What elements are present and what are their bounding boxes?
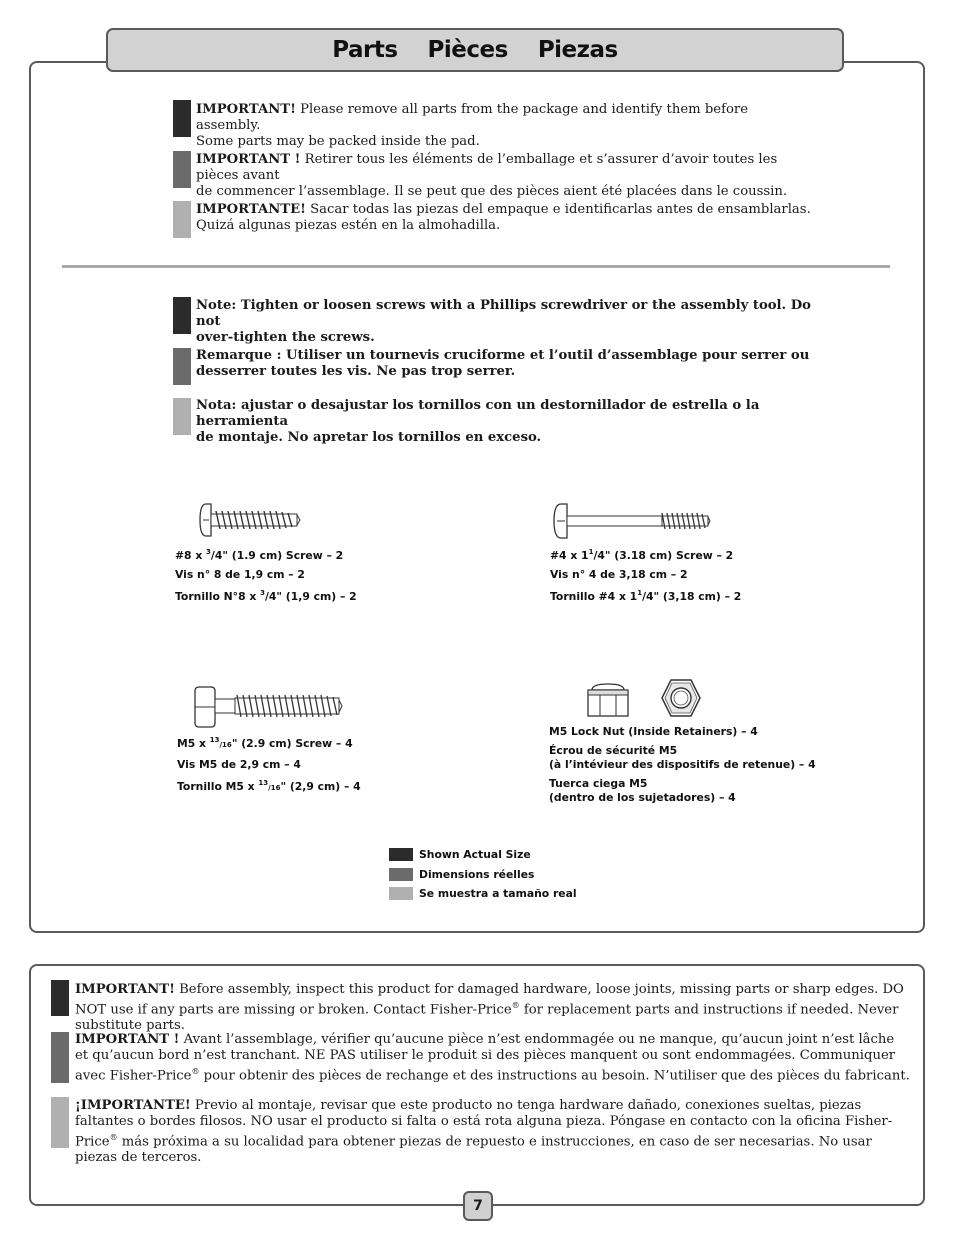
french-color-bar [173, 151, 191, 188]
warning-fr: IMPORTANT ! Avant l’assemblage, vérifier qu’aucune pièce n’est endommagée ou ne manque, qu’aucun joint n’est lâche et qu’aucun bord n’est tranchant. NE PAS utiliser le produit si des pièces manquent ou sont endommagées. Communiquer avec Fisher-Price® pour obtenir des pièces de rechange et des instructions au besoin. N’utiliser que des pièces du fabricant. [75, 1032, 910, 1084]
important-note-es: IMPORTANTE! Sacar todas las piezas del empaque e identificarlas antes de ensamblarlas. Quizá algunas piezas estén en la almohadilla. [196, 202, 811, 233]
legend-item-tamano: Se muestra a tamaño real [389, 886, 577, 900]
screw-8-labels: #8 x $^3$/4" (1.9 cm) Screw – 2 Vis n° 8 de 1,9 cm – 2 Tornillo N°8 x $^3$/4" (1,9 cm) – 2 [175, 548, 357, 603]
french-color-bar [51, 1032, 69, 1083]
title-en: Parts [332, 37, 398, 63]
legend-swatch-mid [389, 868, 413, 881]
lock-nut-side-icon [586, 682, 630, 718]
section-title-bar [106, 28, 844, 72]
english-color-bar [51, 980, 69, 1016]
lock-nut-labels: M5 Lock Nut (Inside Retainers) – 4 Écrou de sécurité M5 (à l’intévieur des dispositifs de retenue) – 4 Tuerca ciega M5 (dentro de los sujetadores) – 4 [549, 725, 816, 804]
lock-nut-top-icon [660, 678, 702, 718]
screw-note-es: Nota: ajustar o desajustar los tornillos con un destornillador de estrella o la herramienta de montaje. No apretar los tornillos en exceso. [196, 398, 760, 445]
screw-8-illustration-icon [198, 500, 302, 540]
title-es: Piezas [537, 37, 618, 63]
important-note-fr: IMPORTANT ! Retirer tous les éléments de l’emballage et s’assurer d’avoir toutes les pièces avant de commencer l’assemblage. Il se peut que des pièces aient été placées dans le coussin. [196, 152, 788, 199]
english-color-bar [173, 100, 191, 137]
screw-note-en: Note: Tighten or loosen screws with a Phillips screwdriver or the assembly tool. Do not over-tighten the screws. [196, 298, 811, 345]
title-fr: Pièces [427, 37, 508, 63]
screw-m5-labels: M5 x $^{13}$/16" (2.9 cm) Screw – 4 Vis M5 de 2,9 cm – 4 Tornillo M5 x $^{13}$/16" (2,9 cm) – 4 [177, 736, 361, 793]
page-number: 7 [463, 1191, 493, 1221]
screw-note-fr: Remarque : Utiliser un tournevis cruciforme et l’outil d’assemblage pour serrer ou desserrer toutes les vis. Ne pas trop serrer. [196, 348, 810, 379]
warning-en: IMPORTANT! Before assembly, inspect this product for damaged hardware, loose joints, missing parts or sharp edges. DO NOT use if any parts are missing or broken. Contact Fisher-Price® for replacement parts and instructions if needed. Never substitute parts. [75, 982, 904, 1034]
legend-swatch-dark [389, 848, 413, 861]
legend-item-actual-size: Shown Actual Size [389, 847, 531, 861]
screw-m5-illustration-icon [193, 685, 345, 729]
section-divider [62, 265, 890, 268]
important-note-en: IMPORTANT! Please remove all parts from the package and identify them before assembly. Some parts may be packed inside the pad. [196, 102, 749, 149]
english-color-bar [173, 297, 191, 334]
legend-item-dimensions: Dimensions réelles [389, 867, 534, 881]
screw-4-labels: #4 x $1^1/4$" (3.18 cm) Screw – 2 Vis n° 4 de 3,18 cm – 2 Tornillo #4 x $1^1/4$" (3,18 cm) – 2 [550, 548, 742, 603]
spanish-color-bar [51, 1097, 69, 1148]
spanish-color-bar [173, 398, 191, 435]
legend-swatch-light [389, 887, 413, 900]
french-color-bar [173, 348, 191, 385]
spanish-color-bar [173, 201, 191, 238]
screw-4-illustration-icon [552, 502, 712, 542]
warning-es: ¡IMPORTANTE! Previo al montaje, revisar que este producto no tenga hardware dañado, conexiones sueltas, piezas faltantes o bordes filosos. NO usar el producto si falta o está rota alguna pieza. Póngase en contacto con la oficina Fisher-Price® más próxima a su localidad para obtener piezas de repuesto e instrucciones, en caso de ser necesarias. No usar piezas de terceros. [75, 1098, 893, 1166]
